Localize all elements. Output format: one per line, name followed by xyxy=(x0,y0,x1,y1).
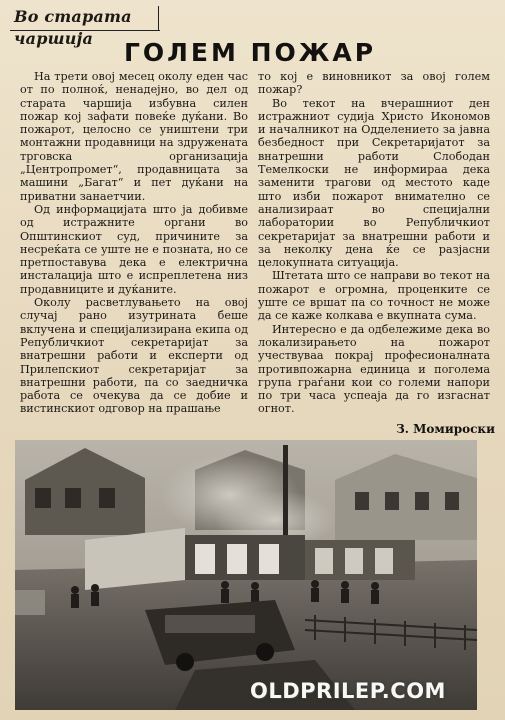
article-paragraph: то кој е виновникот за овој голем пожар? xyxy=(258,70,490,97)
article-paragraph: Штетата што се направи во текот на пожарот е огромна, проценките се уште се вршат па со точност не може да се каже колкава е вкупната сума. xyxy=(258,269,490,323)
section-rule xyxy=(10,30,160,31)
section-label: Во старата чаршија xyxy=(14,7,132,48)
headline: ГОЛЕМ ПОЖАР xyxy=(123,38,377,67)
article-paragraph: Во текот на вчерашниот ден истражниот судија Христо Икономов и началникот на Одделението за јавна безбедност при Секретаријатот за внатрешни работи Слободан Темелкоски не информираа дека заменити трагови од местото каде што изби пожарот внимателно се анализираат во специјални лаборатории во Републичкиот секретаријат за внатрешни работи и за неколку дена ќе се разјасни целокупната ситуација. xyxy=(258,96,490,270)
news-photo xyxy=(15,440,477,710)
bazaar-fire-photo xyxy=(15,440,477,710)
article-column-left xyxy=(20,70,248,436)
site-watermark: OLDPRILEP.COM xyxy=(250,679,446,703)
article-column-right xyxy=(258,70,490,428)
article-paragraph: На трети овој месец околу еден час от по полноќ, ненадејно, во дел од старата чаршија избувна силен пожар кој зафати повеќе дуќани. Во пожарот, целосно се уништени три монтажни продавници на здружената трговска организација „Центропромет“, продавницата за машини „Багат“ и пет дуќани на приватни занаетчии. xyxy=(20,70,248,203)
section-rule-vertical xyxy=(158,6,159,30)
byline: З. Момироски xyxy=(396,422,495,436)
article-paragraph: Интересно е да одбележиме дека во локализирањето на пожарот учествуваа покрај професионалната противпожарна единица и поголема група граѓани кои со големи напори по три часа успеаја да го изгаснат огнот. xyxy=(258,322,490,416)
article-paragraph: Од информацијата што ја добивме од истражните органи во Општинскиот суд, причините за несреќата се уште не е позната, но се претпоставува дека е електрична инсталација што е испреплетена низ продавниците и дуќаните. xyxy=(20,202,248,296)
article-paragraph: Околу расветлувањето на овој случај рано изутрината беше вклучена и специјализирана екипа од Републичкиот секретаријат за внатрешни работи и експерти од Прилепскиот секретаријат за внатрешни работи, па со заедничка работа се очекува да се добие и вистинскиот одговор на прашање xyxy=(20,296,248,416)
